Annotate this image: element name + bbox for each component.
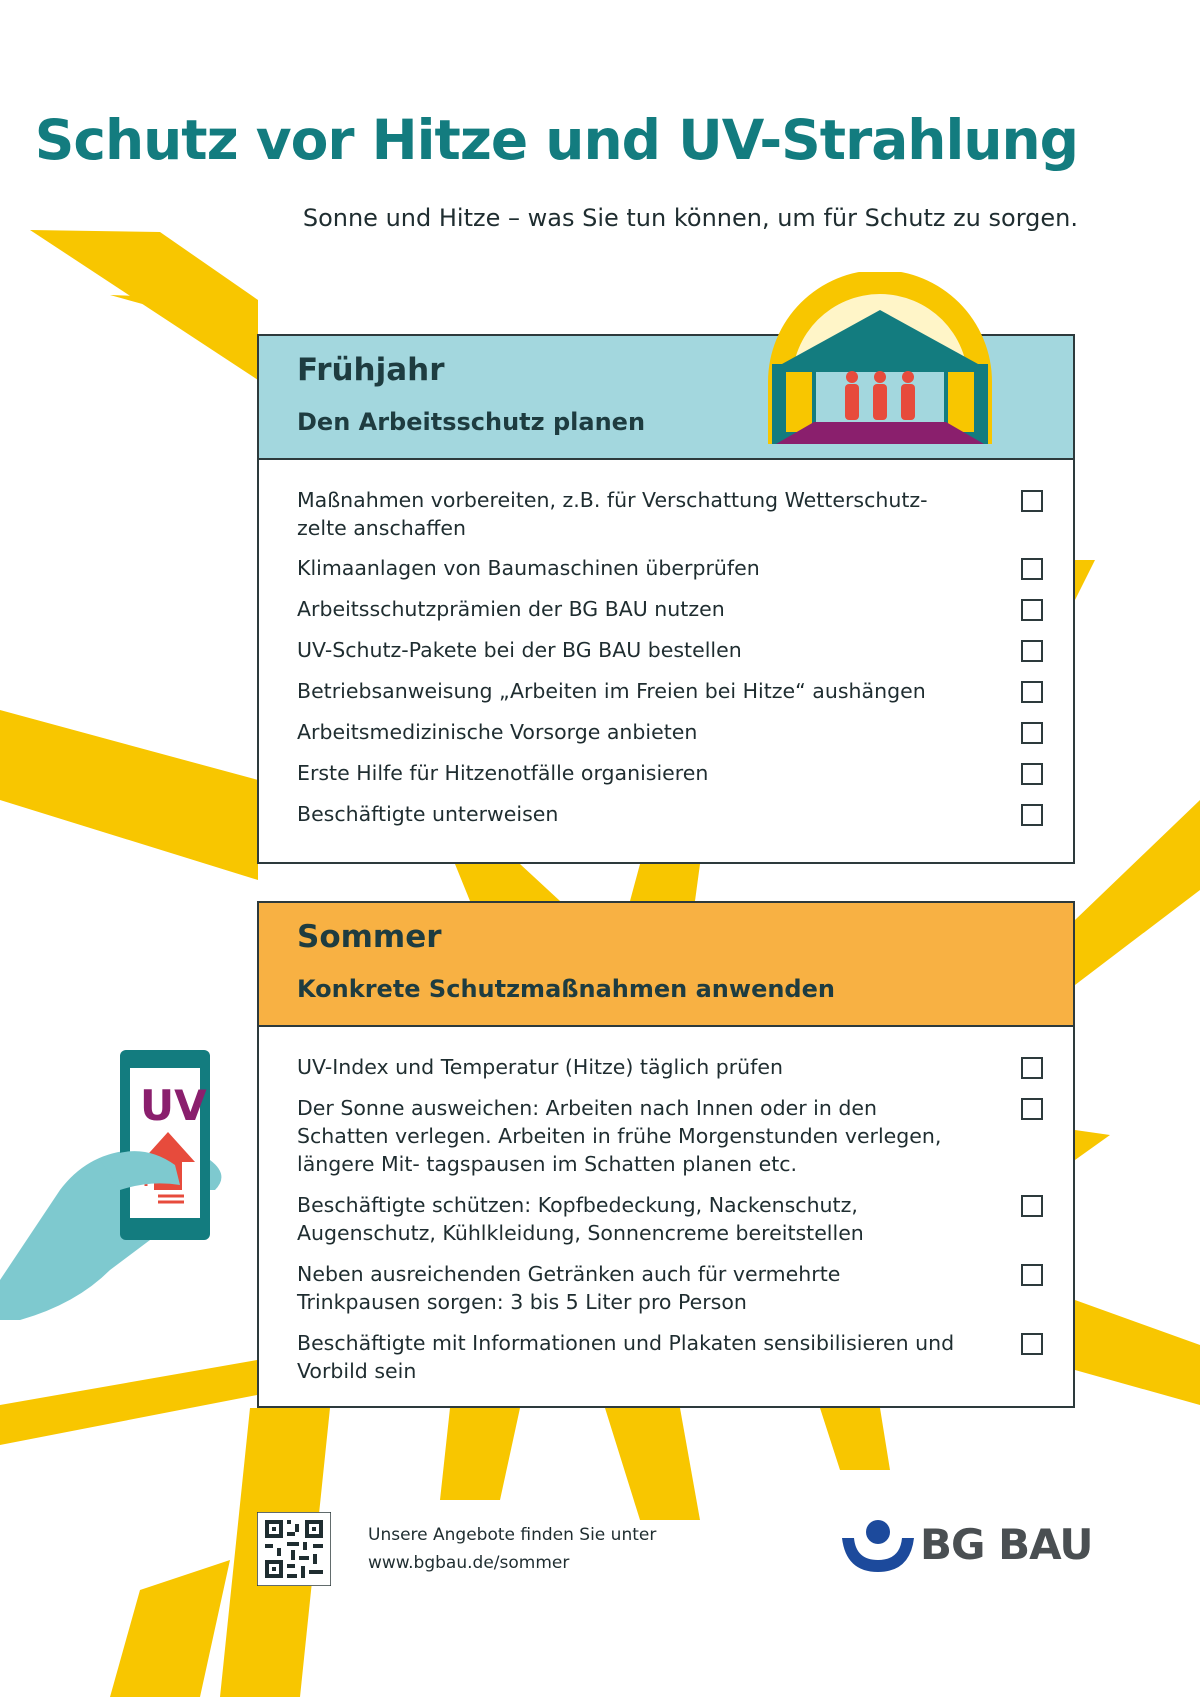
checklist-item: UV-Schutz-Pakete bei der BG BAU bestellen	[297, 636, 1043, 664]
checkbox[interactable]	[1021, 1098, 1043, 1120]
checklist-item: Maßnahmen vorbereiten, z.B. für Verschattung Wetterschutz- zelte anschaffen	[297, 486, 1043, 542]
checklist-item: Beschäftigte mit Informationen und Plakaten sensibilisieren und Vorbild sein	[297, 1329, 1043, 1385]
spring-season-heading: Frühjahr	[297, 352, 445, 388]
phone-hand-illustration	[0, 1040, 240, 1320]
checklist-item: Neben ausreichenden Getränken auch für vermehrte Trinkpausen sorgen: 3 bis 5 Liter pro Person	[297, 1260, 1043, 1316]
page-title: Schutz vor Hitze und UV-Strahlung	[34, 108, 1078, 172]
checklist-item: Betriebsanweisung „Arbeiten im Freien bei Hitze“ aushängen	[297, 677, 1043, 705]
tent-illustration	[762, 272, 998, 444]
footer-info	[368, 1521, 656, 1577]
phone-uv-label: UV	[140, 1081, 207, 1130]
checkbox[interactable]	[1021, 1195, 1043, 1217]
summer-season-heading: Sommer	[297, 919, 442, 955]
checklist-item: Arbeitsschutzprämien der BG BAU nutzen	[297, 595, 1043, 623]
summer-goal-heading: Konkrete Schutzmaßnahmen anwenden	[297, 975, 835, 1003]
checklist-item: UV-Index und Temperatur (Hitze) täglich prüfen	[297, 1053, 1043, 1081]
footer-website-link[interactable]: www.bgbau.de/sommer	[368, 1553, 570, 1573]
checklist-item: Klimaanlagen von Baumaschinen überprüfen	[297, 554, 1043, 582]
checklist-item: Arbeitsmedizinische Vorsorge anbieten	[297, 718, 1043, 746]
checklist-item: Beschäftigte schützen: Kopfbedeckung, Nackenschutz, Augenschutz, Kühlkleidung, Sonnencreme bereitstellen	[297, 1191, 1043, 1247]
checkbox[interactable]	[1021, 558, 1043, 580]
checkbox[interactable]	[1021, 804, 1043, 826]
checkbox[interactable]	[1021, 599, 1043, 621]
checklist-item: Erste Hilfe für Hitzenotfälle organisieren	[297, 759, 1043, 787]
checkbox[interactable]	[1021, 722, 1043, 744]
checkbox[interactable]	[1021, 1264, 1043, 1286]
summer-panel-header	[259, 903, 1073, 1027]
qr-code-icon	[257, 1512, 331, 1586]
spring-checklist	[297, 486, 1043, 828]
bg-bau-logo-text: BG BAU	[920, 1520, 1093, 1569]
footer-line-text: Unsere Angebote finden Sie unter	[368, 1525, 657, 1545]
checkbox[interactable]	[1021, 681, 1043, 703]
spring-goal-heading: Den Arbeitsschutz planen	[297, 408, 646, 436]
checkbox[interactable]	[1021, 490, 1043, 512]
checklist-item: Der Sonne ausweichen: Arbeiten nach Innen oder in den Schatten verlegen. Arbeiten in frühe Morgenstunden verlegen, längere Mit- tagspausen im Schatten planen etc.	[297, 1094, 1043, 1178]
summer-checklist-panel	[257, 901, 1075, 1408]
checklist-item: Beschäftigte unterweisen	[297, 800, 1043, 828]
summer-checklist	[297, 1053, 1043, 1385]
checkbox[interactable]	[1021, 1057, 1043, 1079]
checkbox[interactable]	[1021, 763, 1043, 785]
page-subtitle: Sonne und Hitze – was Sie tun können, um für Schutz zu sorgen.	[302, 204, 1078, 232]
checkbox[interactable]	[1021, 640, 1043, 662]
checkbox[interactable]	[1021, 1333, 1043, 1355]
